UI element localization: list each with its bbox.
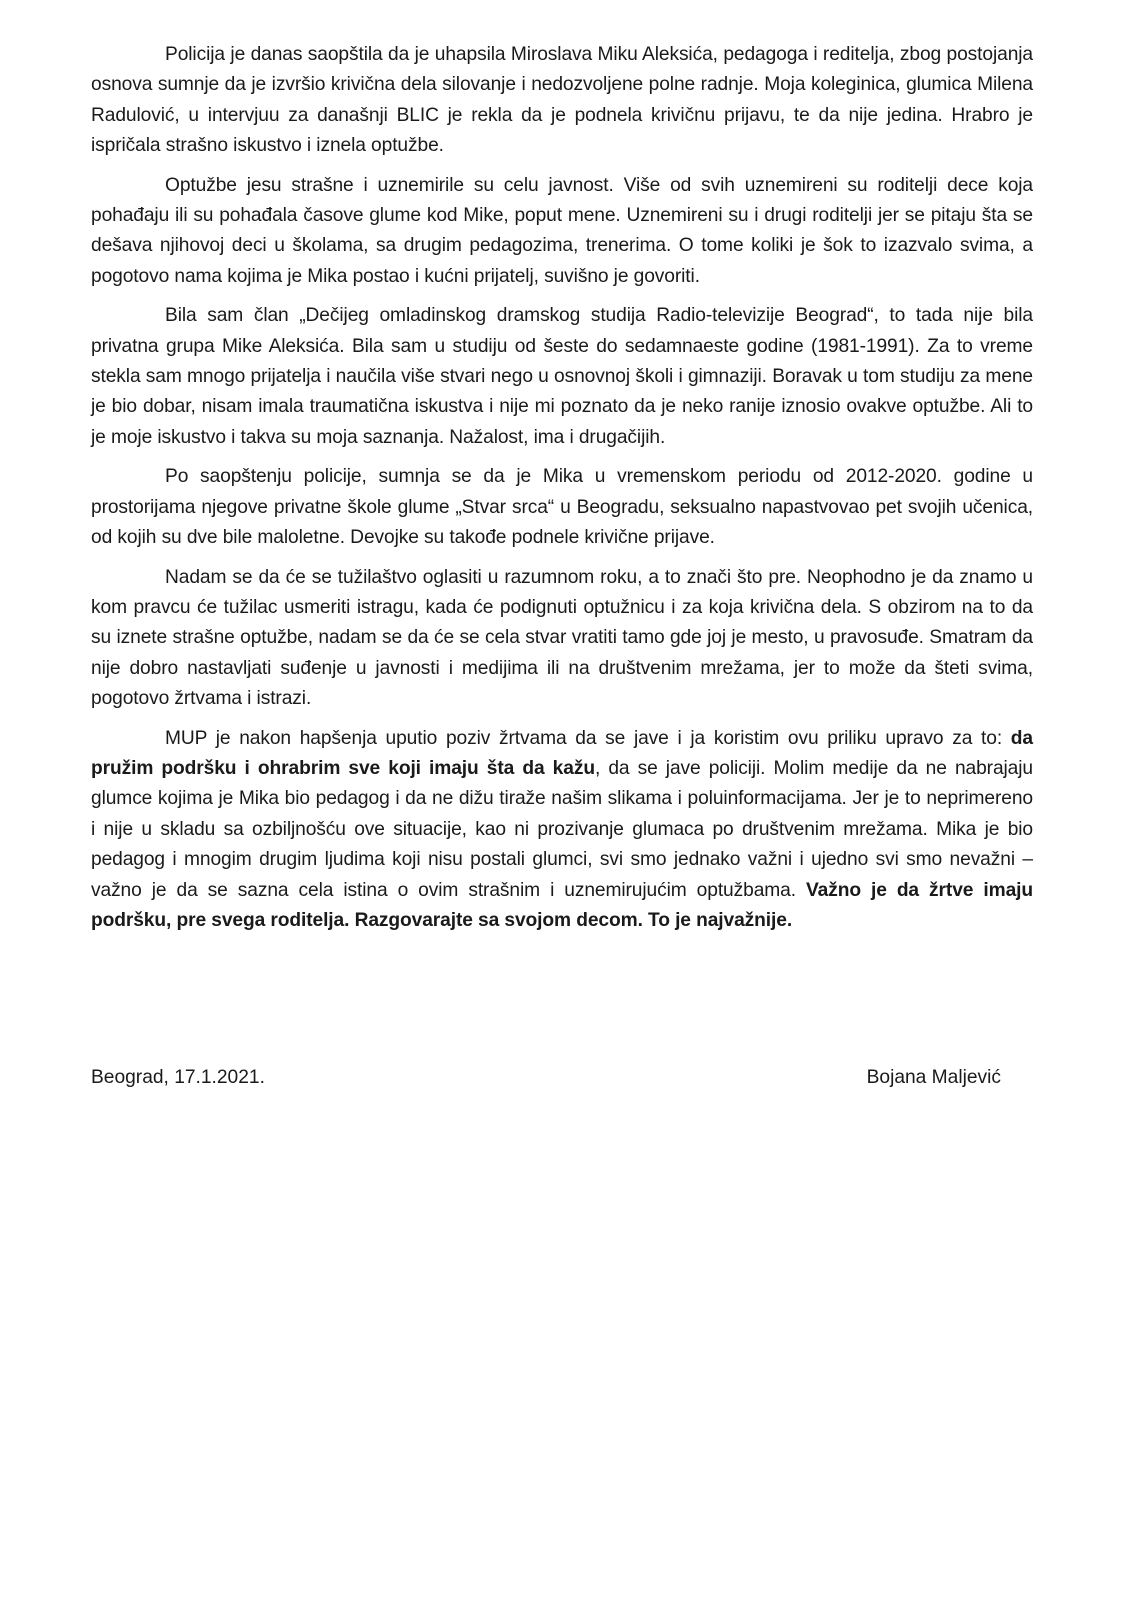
- paragraph-4: [91, 462, 1033, 553]
- paragraph-3: [91, 301, 1033, 453]
- paragraph-3-text: Bila sam član „Dečijeg omladinskog dramskog studija Radio-televizije Beograd“, to tada nije bila privatna grupa Mike Aleksića. Bila sam u studiju od šeste do sedamnaeste godine (1981-1991). Za to vreme stekla sam mnogo prijatelja i naučila više stvari nego u osnovnoj školi i gimnaziji. Boravak u tom studiju za mene je bio dobar, nisam imala traumatična iskustva i nije mi poznato da je neko ranije iznosio ovakve optužbe. Ali to je moje iskustvo i takva su moja saznanja. Nažalost, ima i drugačijih.: [91, 305, 1033, 448]
- paragraph-5-text: Nadam se da će se tužilaštvo oglasiti u razumnom roku, a to znači što pre. Neophodno je da znamo u kom pravcu će tužilac usmeriti istragu, kada će podignuti optužnicu i za koja krivična dela. S obzirom na to da su iznete strašne optužbe, nadam se da će se cela stvar vratiti tamo gde joj je mesto, u pravosuđe. Smatram da nije dobro nastavljati suđenje u javnosti i medijima ili na društvenim mrežama, jer to može da šteti svima, pogotovo žrtvama i istrazi.: [91, 566, 1033, 710]
- paragraph-6: [91, 724, 1033, 937]
- paragraph-4-text: Po saopštenju policije, sumnja se da je Mika u vremenskom periodu od 2012-2020. godine u prostorijama njegove privatne škole glume „Stvar srca“ u Beogradu, seksualno napastvovao pet svojih učenica, od kojih su dve bile maloletne. Devojke su takođe podnele krivične prijave.: [91, 466, 1033, 549]
- paragraph-1: [91, 40, 1033, 162]
- paragraph-6-text-b: , da se jave policiji. Molim medije da ne nabrajaju glumce kojima je Mika bio pedagog i da ne dižu tiraže našim slikama i poluinformacijama. Jer je to neprimereno i nije u skladu sa ozbiljnošću ove situacije, kao ni prozivanje glumaca po društvenim mrežama. Mika je bio pedagog i mnogim drugim ljudima koji nisu postali glumci, svi smo jednako važni i ujedno svi smo nevažni – važno je da se sazna cela istina o ovim strašnim i uznemirujućim optužbama.: [91, 757, 1033, 901]
- place-and-date: Beograd, 17.1.2021.: [91, 1067, 265, 1088]
- paragraph-6-text-a: MUP je nakon hapšenja uputio poziv žrtvama da se jave i ja koristim ovu priliku upravo za to:: [165, 727, 1011, 749]
- paragraph-2: [91, 171, 1033, 293]
- paragraph-6-emphasis-closing: Važno je da žrtve imaju podršku, pre svega roditelja. Razgovarajte sa svojom decom. To je najvažnije.: [91, 879, 1033, 931]
- paragraph-1-text: Policija je danas saopštila da je uhapsila Miroslava Miku Aleksića, pedagoga i reditelja, zbog postojanja osnova sumnje da je izvršio krivična dela silovanje i nedozvoljene polne radnje. Moja koleginica, glumica Milena Radulović, u intervjuu za današnji BLIC je rekla da je podnela krivičnu prijavu, te da nije jedina. Hrabro je ispričala strašno iskustvo i iznela optužbe.: [91, 44, 1033, 157]
- paragraph-6-emphasis-support: da pružim podršku i ohrabrim sve koji imaju šta da kažu: [91, 727, 1033, 779]
- letter-body: [91, 40, 1033, 945]
- signature-name: Bojana Maljević: [866, 1067, 1001, 1088]
- paragraph-5: [91, 563, 1033, 715]
- paragraph-2-text: Optužbe jesu strašne i uznemirile su celu javnost. Više od svih uznemireni su roditelji dece koja pohađaju ili su pohađala časove glume kod Mike, poput mene. Uznemireni su i drugi roditelji jer se pitaju šta se dešava njihovoj deci u školama, sa drugim pedagozima, trenerima. O tome koliki je šok to izazvalo svima, a pogotovo nama kojima je Mika postao i kućni prijatelj, suvišno je govoriti.: [91, 174, 1033, 287]
